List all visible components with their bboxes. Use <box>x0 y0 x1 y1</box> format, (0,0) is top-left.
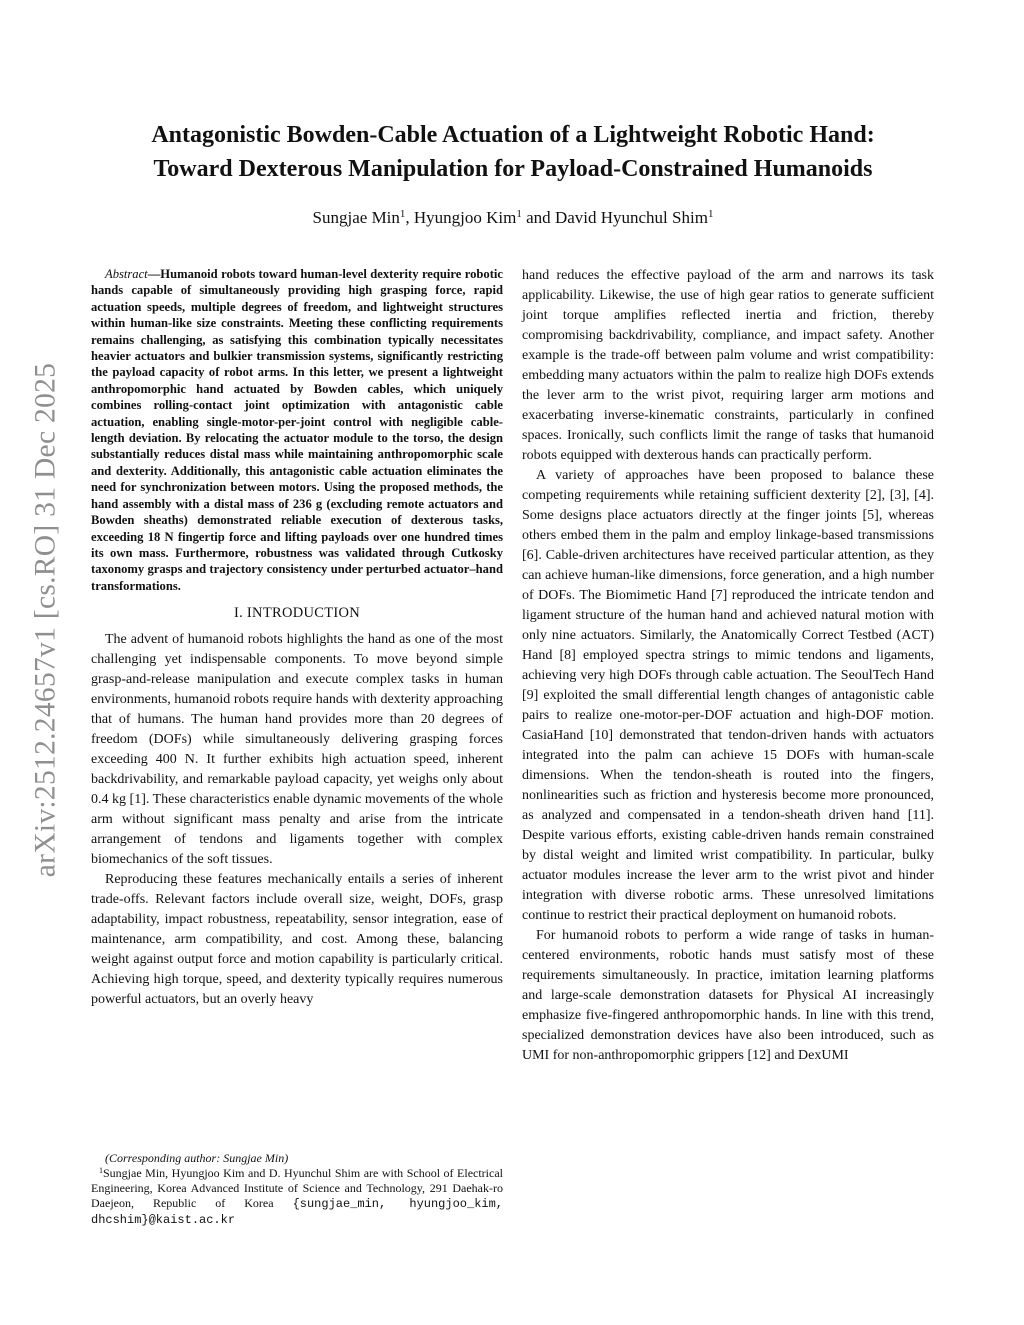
author-separator: , <box>405 208 414 227</box>
body-paragraph: Reproducing these features mechanically entails a series of inherent trade-offs. Relevant factors include overall size, weight, DOFs, grasp adaptability, impact robustness, repeatability, sensor integration, ease of maintenance, arm compatibility, and cost. Among these, balancing weight against output force and motion capability is particularly critical. Achieving high torque, speed, and dexterity typically requires numerous powerful actuators, but an overly heavy <box>91 872 503 1008</box>
affiliation-note <box>91 1166 503 1228</box>
footnote-mark: 1 <box>99 1166 103 1175</box>
author-emails: {sungjae_min, hyungjoo_kim, dhcshim}@kaist.ac.kr <box>91 1197 503 1227</box>
paper-title <box>92 118 934 186</box>
body-paragraph: For humanoid robots to perform a wide range of tasks in human-centered environments, robotic hands must satisfy most of these requirements simultaneously. In practice, imitation learning platforms and large-scale demonstration datasets for Physical AI increasingly emphasize five-fingered anthropomorphic hands. In line with this trend, specialized demonstration devices have also been introduced, such as UMI for non-anthropomorphic grippers [12] and DexUMI <box>522 928 934 1063</box>
title-line-2: Toward Dexterous Manipulation for Payload-Constrained Humanoids <box>153 156 873 182</box>
author-separator: and <box>521 208 555 227</box>
body-paragraph: A variety of approaches have been proposed to balance these competing requirements while retaining sufficient dexterity [2], [3], [4]. Some designs place actuators directly at the finger joints [5], whereas others embed them in the palm and employ linkage-based transmissions [6]. Cable-driven architectures have received particular attention, as they can achieve human-like dimensions, force generation, and a high number of DOFs. The Biomimetic Hand [7] reproduced the intricate tendon and ligament structure of the human hand and achieved natural motion with only nine actuators. Similarly, the Anatomically Correct Testbed (ACT) Hand [8] employed spectra strings to mimic tendons and ligaments, achieving very high DOFs through cable actuation. The SeoulTech Hand [9] exploited the small differential length changes of antagonistic cable pairs to realize one-motor-per-DOF actuation and high-DOF motion. CasiaHand [10] demonstrated that tendon-driven hands with actuators integrated into the palm can achieve 15 DOFs with human-scale dimensions. When the tendon-sheath is routed into the fingers, nonlinearities such as friction and hysteresis become more pronounced, as analyzed and compensated in a tendon-sheath driven hand [11]. Despite various efforts, existing cable-driven hands remain constrained by distal weight and limited wrist compatibility. In particular, bulky actuator modules increase the lever arm to the wrist pivot and hinder integration with diverse robotic arms. These unresolved limitations continue to restrict their practical deployment on humanoid robots. <box>522 468 934 923</box>
author-3: David Hyunchul Shim <box>554 208 708 227</box>
left-column <box>91 266 503 1010</box>
section-heading-introduction: I. INTRODUCTION <box>233 605 361 622</box>
author-2: Hyungjoo Kim <box>413 208 517 227</box>
abstract-text: —Humanoid robots toward human-level dexterity require robotic hands capable of simultaneously providing high grasping force, rapid actuation speeds, multiple degrees of freedom, and lightweight structures within human-like size constraints. Meeting these conflicting requirements remains challenging, as satisfying this combination typically necessitates heavier actuators and bulkier transmission systems, significantly restricting the payload capacity of robot arms. In this letter, we present a lightweight anthropomorphic hand actuated by Bowden cables, which uniquely combines rolling-contact joint optimization with antagonistic cable actuation, enabling single-motor-per-joint control with negligible cable-length deviation. By relocating the actuator module to the torso, the design substantially reduces distal mass while maintaining anthropomorphic scale and dexterity. Additionally, this antagonistic cable actuation eliminates the need for synchronization between motors. Using the proposed methods, the hand assembly with a distal mass of 236 g (excluding remote actuators and Bowden sheaths) demonstrated reliable execution of dexterous tasks, exceeding 18 N fingertip force and lifting payloads over one hundred times its own mass. Furthermore, robustness was validated through Cutkosky taxonomy grasps and trajectory consistency under perturbed actuator–hand transformations. <box>91 267 503 593</box>
abstract <box>91 266 503 594</box>
affiliation-text: Sungjae Min, Hyungjoo Kim and D. Hyunchul Shim are with School of Electrical Engineering, Korea Advanced Institute of Science and Technology, 291 Daehak-ro Daejeon, Republic of Korea <box>91 1166 503 1210</box>
abstract-label: Abstract <box>105 267 148 281</box>
affiliation-mark: 1 <box>399 208 406 220</box>
title-line-1: Antagonistic Bowden-Cable Actuation of a Lightweight Robotic Hand: <box>151 122 875 148</box>
footnote <box>91 1151 503 1228</box>
author-1: Sungjae Min <box>312 208 400 227</box>
corresponding-author-note: (Corresponding author: Sungjae Min) <box>105 1151 289 1165</box>
body-paragraph: The advent of humanoid robots highlights the hand as one of the most challenging yet indispensable components. To move beyond simple grasp-and-release manipulation and execute complex tasks in human environments, humanoid robots require hands with dexterity approaching that of humans. The human hand provides more than 20 degrees of freedom (DOFs) while simultaneously delivering grasping forces exceeding 400 N. It further exhibits high actuation speed, inherent backdrivability, and remarkable payload capacity, yet weighs only about 0.4 kg [1]. These characteristics enable dynamic movements of the whole arm without significant mass penalty and arise from the intricate arrangement of tendons and ligaments together with complex biomechanics of the soft tissues. <box>91 632 503 868</box>
arxiv-identifier: arXiv:2512.24657v1 [cs.RO] 31 Dec 2025 <box>29 362 62 878</box>
affiliation-mark: 1 <box>516 208 522 220</box>
author-list <box>92 208 934 228</box>
affiliation-mark: 1 <box>707 208 714 220</box>
arxiv-watermark <box>0 0 90 1325</box>
right-column <box>522 266 934 1066</box>
body-paragraph: hand reduces the effective payload of the arm and narrows its task applicability. Likewise, the use of high gear ratios to generate sufficient joint torque amplifies reflected inertia and friction, thereby compromising backdrivability, compliance, and impact safety. Another example is the trade-off between palm volume and wrist compatibility: embedding many actuators within the palm to realize high DOFs extends the lever arm to the wrist pivot, requiring larger arm motions and exacerbating inverse-kinematic constraints, particularly in confined spaces. Ironically, such conflicts limit the range of tasks that humanoid robots equipped with dexterous hands can practically perform. <box>522 268 934 463</box>
